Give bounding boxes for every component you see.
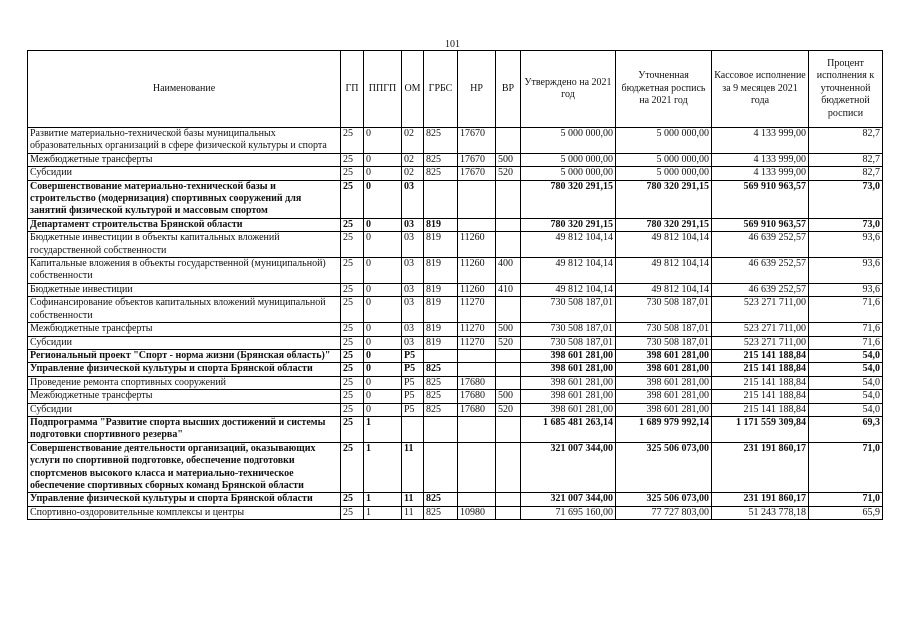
table-row bbox=[28, 258, 883, 284]
table-row bbox=[28, 297, 883, 323]
row-gp: 25 bbox=[341, 403, 364, 416]
row-approved: 398 601 281,00 bbox=[521, 403, 616, 416]
row-grbs bbox=[424, 416, 458, 442]
row-nr bbox=[458, 493, 496, 506]
row-refined: 398 601 281,00 bbox=[616, 403, 712, 416]
row-gp: 25 bbox=[341, 390, 364, 403]
row-cash: 569 910 963,57 bbox=[712, 180, 809, 218]
row-refined: 1 689 979 992,14 bbox=[616, 416, 712, 442]
row-gp: 25 bbox=[341, 506, 364, 519]
row-name: Совершенствование материально-технической базы и строительство (модернизация) спортивных сооружений для занятий физической культурой и массовым спортом bbox=[28, 180, 341, 218]
row-approved: 49 812 104,14 bbox=[521, 258, 616, 284]
row-cash: 4 133 999,00 bbox=[712, 167, 809, 180]
row-name: Совершенствование деятельности организаций, оказывающих услуги по спортивной подготовке, обеспечение подготовки спортсменов высокого класса и материально-техническое обеспечение спортивных сборных команд Брянской области bbox=[28, 442, 341, 493]
row-vr: 520 bbox=[496, 403, 521, 416]
row-percent: 71,0 bbox=[809, 493, 883, 506]
row-vr: 410 bbox=[496, 283, 521, 296]
row-nr: 11270 bbox=[458, 336, 496, 349]
row-refined: 5 000 000,00 bbox=[616, 167, 712, 180]
table-row bbox=[28, 153, 883, 166]
row-vr bbox=[496, 232, 521, 258]
row-vr: 500 bbox=[496, 153, 521, 166]
row-percent: 82,7 bbox=[809, 167, 883, 180]
row-gp: 25 bbox=[341, 416, 364, 442]
row-grbs bbox=[424, 349, 458, 362]
row-approved: 398 601 281,00 bbox=[521, 390, 616, 403]
row-om: P5 bbox=[402, 363, 424, 376]
row-gp: 25 bbox=[341, 363, 364, 376]
header-percent: Процент исполнения к уточненной бюджетной росписи bbox=[809, 51, 883, 128]
table-row bbox=[28, 403, 883, 416]
row-ppgp: 1 bbox=[364, 506, 402, 519]
row-percent: 54,0 bbox=[809, 390, 883, 403]
row-gp: 25 bbox=[341, 323, 364, 336]
row-percent: 71,0 bbox=[809, 442, 883, 493]
row-vr bbox=[496, 506, 521, 519]
row-name: Субсидии bbox=[28, 336, 341, 349]
row-vr bbox=[496, 376, 521, 389]
row-approved: 5 000 000,00 bbox=[521, 128, 616, 154]
row-name: Межбюджетные трансферты bbox=[28, 390, 341, 403]
table-row bbox=[28, 218, 883, 231]
header-refined: Уточненная бюджетная роспись на 2021 год bbox=[616, 51, 712, 128]
row-nr: 11260 bbox=[458, 258, 496, 284]
row-name: Управление физической культуры и спорта Брянской области bbox=[28, 493, 341, 506]
row-name: Региональный проект "Спорт - норма жизни (Брянская область)" bbox=[28, 349, 341, 362]
row-refined: 398 601 281,00 bbox=[616, 390, 712, 403]
row-om: 03 bbox=[402, 283, 424, 296]
row-grbs: 819 bbox=[424, 232, 458, 258]
row-vr bbox=[496, 297, 521, 323]
row-name: Проведение ремонта спортивных сооружений bbox=[28, 376, 341, 389]
row-name: Субсидии bbox=[28, 403, 341, 416]
row-gp: 25 bbox=[341, 349, 364, 362]
budget-execution-table bbox=[27, 50, 883, 520]
row-name: Управление физической культуры и спорта Брянской области bbox=[28, 363, 341, 376]
row-approved: 5 000 000,00 bbox=[521, 153, 616, 166]
row-cash: 231 191 860,17 bbox=[712, 442, 809, 493]
row-refined: 5 000 000,00 bbox=[616, 153, 712, 166]
row-refined: 398 601 281,00 bbox=[616, 363, 712, 376]
row-nr: 17670 bbox=[458, 153, 496, 166]
row-vr: 500 bbox=[496, 390, 521, 403]
row-approved: 49 812 104,14 bbox=[521, 232, 616, 258]
row-grbs: 825 bbox=[424, 390, 458, 403]
row-vr: 500 bbox=[496, 323, 521, 336]
table-row bbox=[28, 180, 883, 218]
row-refined: 730 508 187,01 bbox=[616, 323, 712, 336]
row-ppgp: 0 bbox=[364, 258, 402, 284]
header-cash: Кассовое исполнение за 9 месяцев 2021 года bbox=[712, 51, 809, 128]
row-nr: 17670 bbox=[458, 128, 496, 154]
row-approved: 49 812 104,14 bbox=[521, 283, 616, 296]
row-om: 03 bbox=[402, 336, 424, 349]
row-cash: 4 133 999,00 bbox=[712, 128, 809, 154]
row-cash: 1 171 559 309,84 bbox=[712, 416, 809, 442]
row-om: P5 bbox=[402, 403, 424, 416]
row-gp: 25 bbox=[341, 283, 364, 296]
header-ppgp: ППГП bbox=[364, 51, 402, 128]
row-percent: 71,6 bbox=[809, 336, 883, 349]
row-name: Спортивно-оздоровительные комплексы и центры bbox=[28, 506, 341, 519]
row-ppgp: 0 bbox=[364, 403, 402, 416]
row-ppgp: 0 bbox=[364, 180, 402, 218]
row-cash: 523 271 711,00 bbox=[712, 323, 809, 336]
row-percent: 54,0 bbox=[809, 363, 883, 376]
row-nr bbox=[458, 349, 496, 362]
row-percent: 71,6 bbox=[809, 323, 883, 336]
row-grbs: 825 bbox=[424, 403, 458, 416]
row-ppgp: 0 bbox=[364, 297, 402, 323]
row-om: 03 bbox=[402, 258, 424, 284]
row-grbs: 825 bbox=[424, 506, 458, 519]
row-refined: 780 320 291,15 bbox=[616, 180, 712, 218]
row-nr bbox=[458, 416, 496, 442]
row-nr bbox=[458, 218, 496, 231]
row-om: 03 bbox=[402, 218, 424, 231]
row-cash: 215 141 188,84 bbox=[712, 390, 809, 403]
row-nr: 17680 bbox=[458, 376, 496, 389]
row-cash: 46 639 252,57 bbox=[712, 232, 809, 258]
row-grbs: 825 bbox=[424, 167, 458, 180]
table-row bbox=[28, 283, 883, 296]
row-vr bbox=[496, 363, 521, 376]
row-om: 03 bbox=[402, 232, 424, 258]
row-grbs: 819 bbox=[424, 218, 458, 231]
row-cash: 215 141 188,84 bbox=[712, 403, 809, 416]
row-nr bbox=[458, 180, 496, 218]
row-ppgp: 1 bbox=[364, 493, 402, 506]
row-ppgp: 0 bbox=[364, 232, 402, 258]
row-name: Бюджетные инвестиции bbox=[28, 283, 341, 296]
header-grbs: ГРБС bbox=[424, 51, 458, 128]
row-gp: 25 bbox=[341, 167, 364, 180]
row-gp: 25 bbox=[341, 128, 364, 154]
table-header-row bbox=[28, 51, 883, 128]
page-number: 101 bbox=[445, 39, 460, 50]
row-vr: 520 bbox=[496, 336, 521, 349]
row-nr bbox=[458, 363, 496, 376]
row-grbs bbox=[424, 180, 458, 218]
table-row bbox=[28, 442, 883, 493]
row-grbs: 825 bbox=[424, 128, 458, 154]
table-row bbox=[28, 390, 883, 403]
header-nr: НР bbox=[458, 51, 496, 128]
row-grbs: 825 bbox=[424, 153, 458, 166]
row-name: Бюджетные инвестиции в объекты капитальных вложений государственной собственности bbox=[28, 232, 341, 258]
table-row bbox=[28, 376, 883, 389]
row-gp: 25 bbox=[341, 493, 364, 506]
row-ppgp: 0 bbox=[364, 128, 402, 154]
row-percent: 73,0 bbox=[809, 218, 883, 231]
row-vr bbox=[496, 416, 521, 442]
row-vr: 520 bbox=[496, 167, 521, 180]
row-gp: 25 bbox=[341, 336, 364, 349]
row-ppgp: 0 bbox=[364, 390, 402, 403]
header-approved: Утверждено на 2021 год bbox=[521, 51, 616, 128]
row-vr bbox=[496, 349, 521, 362]
header-om: ОМ bbox=[402, 51, 424, 128]
row-cash: 523 271 711,00 bbox=[712, 297, 809, 323]
row-grbs: 819 bbox=[424, 336, 458, 349]
row-ppgp: 0 bbox=[364, 323, 402, 336]
row-ppgp: 0 bbox=[364, 349, 402, 362]
row-grbs: 825 bbox=[424, 363, 458, 376]
row-om: P5 bbox=[402, 349, 424, 362]
header-name: Наименование bbox=[28, 51, 341, 128]
table-row bbox=[28, 493, 883, 506]
table-row bbox=[28, 416, 883, 442]
row-grbs: 819 bbox=[424, 258, 458, 284]
row-name: Межбюджетные трансферты bbox=[28, 323, 341, 336]
row-refined: 49 812 104,14 bbox=[616, 283, 712, 296]
row-gp: 25 bbox=[341, 258, 364, 284]
row-nr: 17670 bbox=[458, 167, 496, 180]
table-row bbox=[28, 349, 883, 362]
row-nr: 17680 bbox=[458, 390, 496, 403]
row-cash: 46 639 252,57 bbox=[712, 258, 809, 284]
row-percent: 93,6 bbox=[809, 283, 883, 296]
row-percent: 54,0 bbox=[809, 403, 883, 416]
row-nr: 11260 bbox=[458, 283, 496, 296]
row-om: P5 bbox=[402, 390, 424, 403]
row-om: 02 bbox=[402, 167, 424, 180]
table-row bbox=[28, 167, 883, 180]
row-vr bbox=[496, 218, 521, 231]
row-gp: 25 bbox=[341, 218, 364, 231]
row-om: 02 bbox=[402, 153, 424, 166]
row-cash: 215 141 188,84 bbox=[712, 363, 809, 376]
row-approved: 398 601 281,00 bbox=[521, 349, 616, 362]
row-om: 03 bbox=[402, 180, 424, 218]
row-vr bbox=[496, 442, 521, 493]
row-nr: 10980 bbox=[458, 506, 496, 519]
row-approved: 71 695 160,00 bbox=[521, 506, 616, 519]
row-refined: 398 601 281,00 bbox=[616, 349, 712, 362]
row-cash: 523 271 711,00 bbox=[712, 336, 809, 349]
row-name: Подпрограмма "Развитие спорта высших достижений и системы подготовки спортивного резерва" bbox=[28, 416, 341, 442]
header-vr: ВР bbox=[496, 51, 521, 128]
row-grbs bbox=[424, 442, 458, 493]
row-percent: 73,0 bbox=[809, 180, 883, 218]
row-vr bbox=[496, 493, 521, 506]
row-gp: 25 bbox=[341, 297, 364, 323]
table-row bbox=[28, 363, 883, 376]
row-vr bbox=[496, 180, 521, 218]
row-om bbox=[402, 416, 424, 442]
row-refined: 49 812 104,14 bbox=[616, 258, 712, 284]
row-vr bbox=[496, 128, 521, 154]
row-om: P5 bbox=[402, 376, 424, 389]
row-refined: 730 508 187,01 bbox=[616, 297, 712, 323]
row-gp: 25 bbox=[341, 442, 364, 493]
row-om: 11 bbox=[402, 442, 424, 493]
row-percent: 93,6 bbox=[809, 258, 883, 284]
row-ppgp: 0 bbox=[364, 283, 402, 296]
row-grbs: 819 bbox=[424, 283, 458, 296]
row-cash: 569 910 963,57 bbox=[712, 218, 809, 231]
row-approved: 5 000 000,00 bbox=[521, 167, 616, 180]
row-cash: 51 243 778,18 bbox=[712, 506, 809, 519]
row-name: Развитие материально-технической базы муниципальных образовательных организаций в сфере физической культуры и спорта bbox=[28, 128, 341, 154]
row-name: Департамент строительства Брянской области bbox=[28, 218, 341, 231]
row-ppgp: 0 bbox=[364, 376, 402, 389]
table-row bbox=[28, 506, 883, 519]
row-grbs: 825 bbox=[424, 376, 458, 389]
row-refined: 49 812 104,14 bbox=[616, 232, 712, 258]
row-refined: 77 727 803,00 bbox=[616, 506, 712, 519]
row-grbs: 825 bbox=[424, 493, 458, 506]
row-ppgp: 0 bbox=[364, 363, 402, 376]
row-gp: 25 bbox=[341, 180, 364, 218]
row-approved: 398 601 281,00 bbox=[521, 363, 616, 376]
row-nr bbox=[458, 442, 496, 493]
row-ppgp: 1 bbox=[364, 416, 402, 442]
row-approved: 780 320 291,15 bbox=[521, 180, 616, 218]
header-gp: ГП bbox=[341, 51, 364, 128]
row-approved: 730 508 187,01 bbox=[521, 336, 616, 349]
row-cash: 4 133 999,00 bbox=[712, 153, 809, 166]
row-approved: 398 601 281,00 bbox=[521, 376, 616, 389]
row-om: 03 bbox=[402, 323, 424, 336]
row-om: 11 bbox=[402, 493, 424, 506]
table-row bbox=[28, 323, 883, 336]
row-approved: 321 007 344,00 bbox=[521, 442, 616, 493]
row-om: 03 bbox=[402, 297, 424, 323]
row-cash: 215 141 188,84 bbox=[712, 349, 809, 362]
row-percent: 54,0 bbox=[809, 349, 883, 362]
row-approved: 321 007 344,00 bbox=[521, 493, 616, 506]
row-cash: 215 141 188,84 bbox=[712, 376, 809, 389]
table-row bbox=[28, 336, 883, 349]
row-grbs: 819 bbox=[424, 297, 458, 323]
row-nr: 11260 bbox=[458, 232, 496, 258]
row-gp: 25 bbox=[341, 153, 364, 166]
row-percent: 82,7 bbox=[809, 153, 883, 166]
row-name: Капитальные вложения в объекты государственной (муниципальной) собственности bbox=[28, 258, 341, 284]
row-gp: 25 bbox=[341, 232, 364, 258]
row-vr: 400 bbox=[496, 258, 521, 284]
row-om: 02 bbox=[402, 128, 424, 154]
row-percent: 54,0 bbox=[809, 376, 883, 389]
table-body bbox=[28, 128, 883, 520]
row-ppgp: 0 bbox=[364, 218, 402, 231]
row-percent: 69,3 bbox=[809, 416, 883, 442]
row-name: Софинансирование объектов капитальных вложений муниципальной собственности bbox=[28, 297, 341, 323]
table-row bbox=[28, 232, 883, 258]
row-percent: 93,6 bbox=[809, 232, 883, 258]
row-refined: 325 506 073,00 bbox=[616, 493, 712, 506]
row-refined: 398 601 281,00 bbox=[616, 376, 712, 389]
row-gp: 25 bbox=[341, 376, 364, 389]
row-refined: 325 506 073,00 bbox=[616, 442, 712, 493]
row-refined: 5 000 000,00 bbox=[616, 128, 712, 154]
row-ppgp: 0 bbox=[364, 167, 402, 180]
row-refined: 730 508 187,01 bbox=[616, 336, 712, 349]
row-nr: 11270 bbox=[458, 297, 496, 323]
row-nr: 17680 bbox=[458, 403, 496, 416]
row-approved: 780 320 291,15 bbox=[521, 218, 616, 231]
row-ppgp: 0 bbox=[364, 336, 402, 349]
row-refined: 780 320 291,15 bbox=[616, 218, 712, 231]
row-grbs: 819 bbox=[424, 323, 458, 336]
row-percent: 82,7 bbox=[809, 128, 883, 154]
row-name: Межбюджетные трансферты bbox=[28, 153, 341, 166]
row-percent: 71,6 bbox=[809, 297, 883, 323]
row-om: 11 bbox=[402, 506, 424, 519]
row-name: Субсидии bbox=[28, 167, 341, 180]
row-cash: 231 191 860,17 bbox=[712, 493, 809, 506]
row-approved: 730 508 187,01 bbox=[521, 323, 616, 336]
row-nr: 11270 bbox=[458, 323, 496, 336]
row-approved: 730 508 187,01 bbox=[521, 297, 616, 323]
row-cash: 46 639 252,57 bbox=[712, 283, 809, 296]
row-ppgp: 0 bbox=[364, 153, 402, 166]
row-percent: 65,9 bbox=[809, 506, 883, 519]
row-ppgp: 1 bbox=[364, 442, 402, 493]
table-row bbox=[28, 128, 883, 154]
row-approved: 1 685 481 263,14 bbox=[521, 416, 616, 442]
